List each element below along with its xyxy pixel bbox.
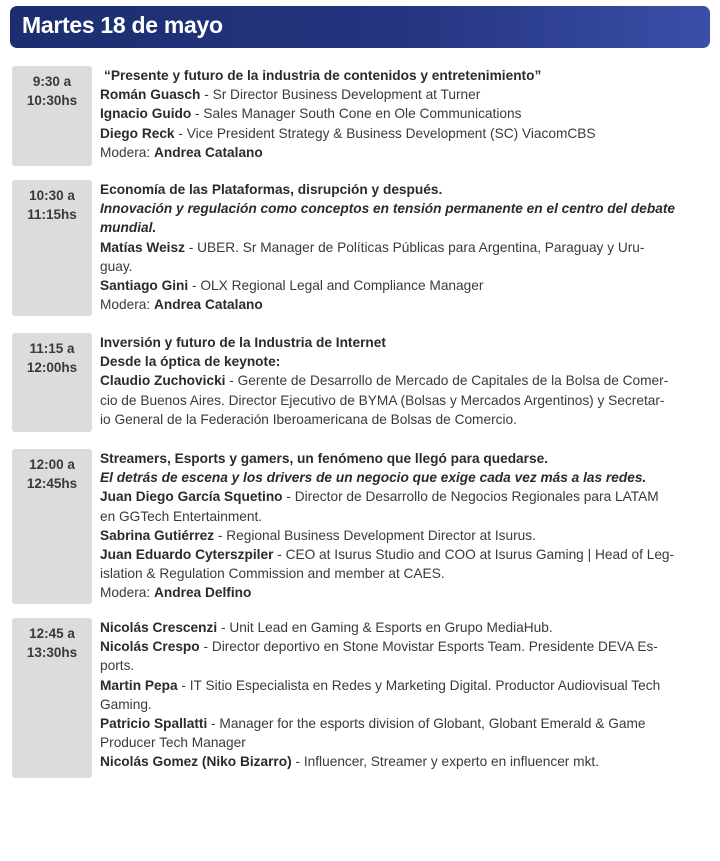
speaker-role: - Influencer, Streamer y experto en influencer mkt. xyxy=(291,754,600,770)
session-subtitle: Innovación y regulación como conceptos en tensión permanente en el centro del debate xyxy=(100,201,676,217)
speaker-name: Nicolás Crescenzi xyxy=(100,620,218,635)
speaker-name: Santiago Gini xyxy=(100,278,189,294)
time-end: 13:30hs xyxy=(26,645,78,660)
speaker-role-cont: Producer Tech Manager xyxy=(100,735,246,751)
session-title: Streamers, Esports y gamers, un fenómeno que llegó para quedarse. xyxy=(100,451,549,466)
time-end: 10:30hs xyxy=(26,93,78,108)
speaker-role: - IT Sitio Especialista en Redes y Marketing Digital. Productor Audiovisual Tech xyxy=(177,677,661,693)
speaker-role: - Manager for the esports division of Globant, Globant Emerald & Game xyxy=(207,716,646,732)
speaker-line xyxy=(100,752,710,771)
speaker-role: - OLX Regional Legal and Compliance Manager xyxy=(188,278,484,294)
speaker-role: - Vice President Strategy & Business Development (SC) ViacomCBS xyxy=(174,125,596,141)
time-end: 11:15hs xyxy=(27,207,77,222)
speaker-role: - Regional Business Development Director at Isurus. xyxy=(214,527,536,543)
session-content xyxy=(100,449,710,603)
time-start: 10:30 a xyxy=(29,188,75,203)
speaker-role-cont: islation & Regulation Commission and member at CAES. xyxy=(100,566,445,582)
speaker-name: Patricio Spallatti xyxy=(100,716,208,732)
session-content xyxy=(100,333,710,429)
speaker-name: Juan Eduardo Cyterszpiler xyxy=(100,547,274,563)
time-start: 9:30 a xyxy=(32,74,72,89)
speaker-line xyxy=(100,104,710,123)
session-time xyxy=(12,449,92,604)
session-subtitle: mundial. xyxy=(100,220,157,236)
speaker-line xyxy=(100,487,710,506)
speaker-role-cont: en GGTech Entertainment. xyxy=(100,508,263,524)
moderator-line xyxy=(100,143,710,162)
session-time xyxy=(12,66,92,166)
moderator-label: Modera: xyxy=(100,297,155,313)
session-title: Inversión y futuro de la Industria de Internet xyxy=(100,335,386,350)
session-title: “Presente y futuro de la industria de contenidos y entretenimiento” xyxy=(104,68,542,83)
session-subtitle: El detrás de escena y los drivers de un negocio que exige cada vez más a las redes. xyxy=(100,470,647,486)
speaker-role-cont: io General de la Federación Iberoamericana de Bolsas de Comercio. xyxy=(100,411,517,427)
speaker-line xyxy=(100,124,710,143)
speaker-role: - Unit Lead en Gaming & Esports en Grupo MediaHub. xyxy=(217,620,553,635)
speaker-role: - UBER. Sr Manager de Políticas Públicas para Argentina, Paraguay y Uru- xyxy=(184,239,645,255)
speaker-role-cont: guay. xyxy=(100,258,133,274)
speaker-name: Román Guasch xyxy=(100,87,201,103)
speaker-role: - Sales Manager South Cone en Ole Communications xyxy=(191,106,522,122)
session-time xyxy=(12,618,92,778)
speaker-name: Nicolás Gomez (Niko Bizarro) xyxy=(100,754,292,770)
speaker-name: Martin Pepa xyxy=(100,677,178,693)
speaker-line xyxy=(100,545,710,564)
day-title: Martes 18 de mayo xyxy=(22,12,223,38)
speaker-line xyxy=(100,714,710,733)
time-start: 11:15 a xyxy=(29,341,75,356)
day-header xyxy=(10,6,710,48)
speaker-line xyxy=(100,85,710,104)
speaker-name: Juan Diego García Squetino xyxy=(100,489,283,505)
speaker-role: - Gerente de Desarrollo de Mercado de Capitales de la Bolsa de Comer- xyxy=(225,373,669,389)
moderator-line xyxy=(100,295,710,314)
speaker-line xyxy=(100,276,710,295)
session-time xyxy=(12,180,92,316)
speaker-name: Diego Reck xyxy=(100,125,175,141)
time-end: 12:45hs xyxy=(26,476,78,491)
session-content xyxy=(100,180,710,314)
speaker-role: - Director deportivo en Stone Movistar Esports Team. Presidente DEVA Es- xyxy=(199,639,658,655)
speaker-role: - Sr Director Business Development at Turner xyxy=(200,87,481,103)
session-content xyxy=(100,618,710,772)
speaker-line xyxy=(100,637,710,656)
speaker-role-cont: ports. xyxy=(100,658,135,674)
speaker-name: Matías Weisz xyxy=(100,239,185,255)
speaker-role: - CEO at Isurus Studio and COO at Isurus Gaming | Head of Leg- xyxy=(273,547,675,563)
speaker-name: Claudio Zuchovicki xyxy=(100,373,226,389)
moderator-line xyxy=(100,583,710,602)
speaker-name: Ignacio Guido xyxy=(100,106,192,122)
session-content xyxy=(100,66,710,162)
moderator-name: Andrea Delfino xyxy=(154,585,252,601)
speaker-role: - Director de Desarrollo de Negocios Regionales para LATAM xyxy=(282,489,659,505)
time-start: 12:00 a xyxy=(29,457,75,472)
time-start: 12:45 a xyxy=(29,626,75,641)
moderator-label: Modera: xyxy=(100,144,155,160)
moderator-name: Andrea Catalano xyxy=(154,144,263,160)
moderator-name: Andrea Catalano xyxy=(154,297,263,313)
speaker-role-cont: cio de Buenos Aires. Director Ejecutivo de BYMA (Bolsas y Mercados Argentinos) y Secretar- xyxy=(100,392,665,408)
speaker-line xyxy=(100,371,710,390)
speaker-line xyxy=(100,526,710,545)
speaker-line xyxy=(100,618,710,637)
speaker-name: Nicolás Crespo xyxy=(100,639,200,655)
speaker-role-cont: Gaming. xyxy=(100,696,152,712)
time-end: 12:00hs xyxy=(26,360,78,375)
speaker-name: Sabrina Gutiérrez xyxy=(100,527,215,543)
session-title-2: Desde la óptica de keynote: xyxy=(100,354,281,370)
session-time xyxy=(12,333,92,432)
speaker-line xyxy=(100,676,710,695)
moderator-label: Modera: xyxy=(100,585,155,601)
speaker-line xyxy=(100,238,710,257)
session-title: Economía de las Plataformas, disrupción y después. xyxy=(100,182,443,197)
